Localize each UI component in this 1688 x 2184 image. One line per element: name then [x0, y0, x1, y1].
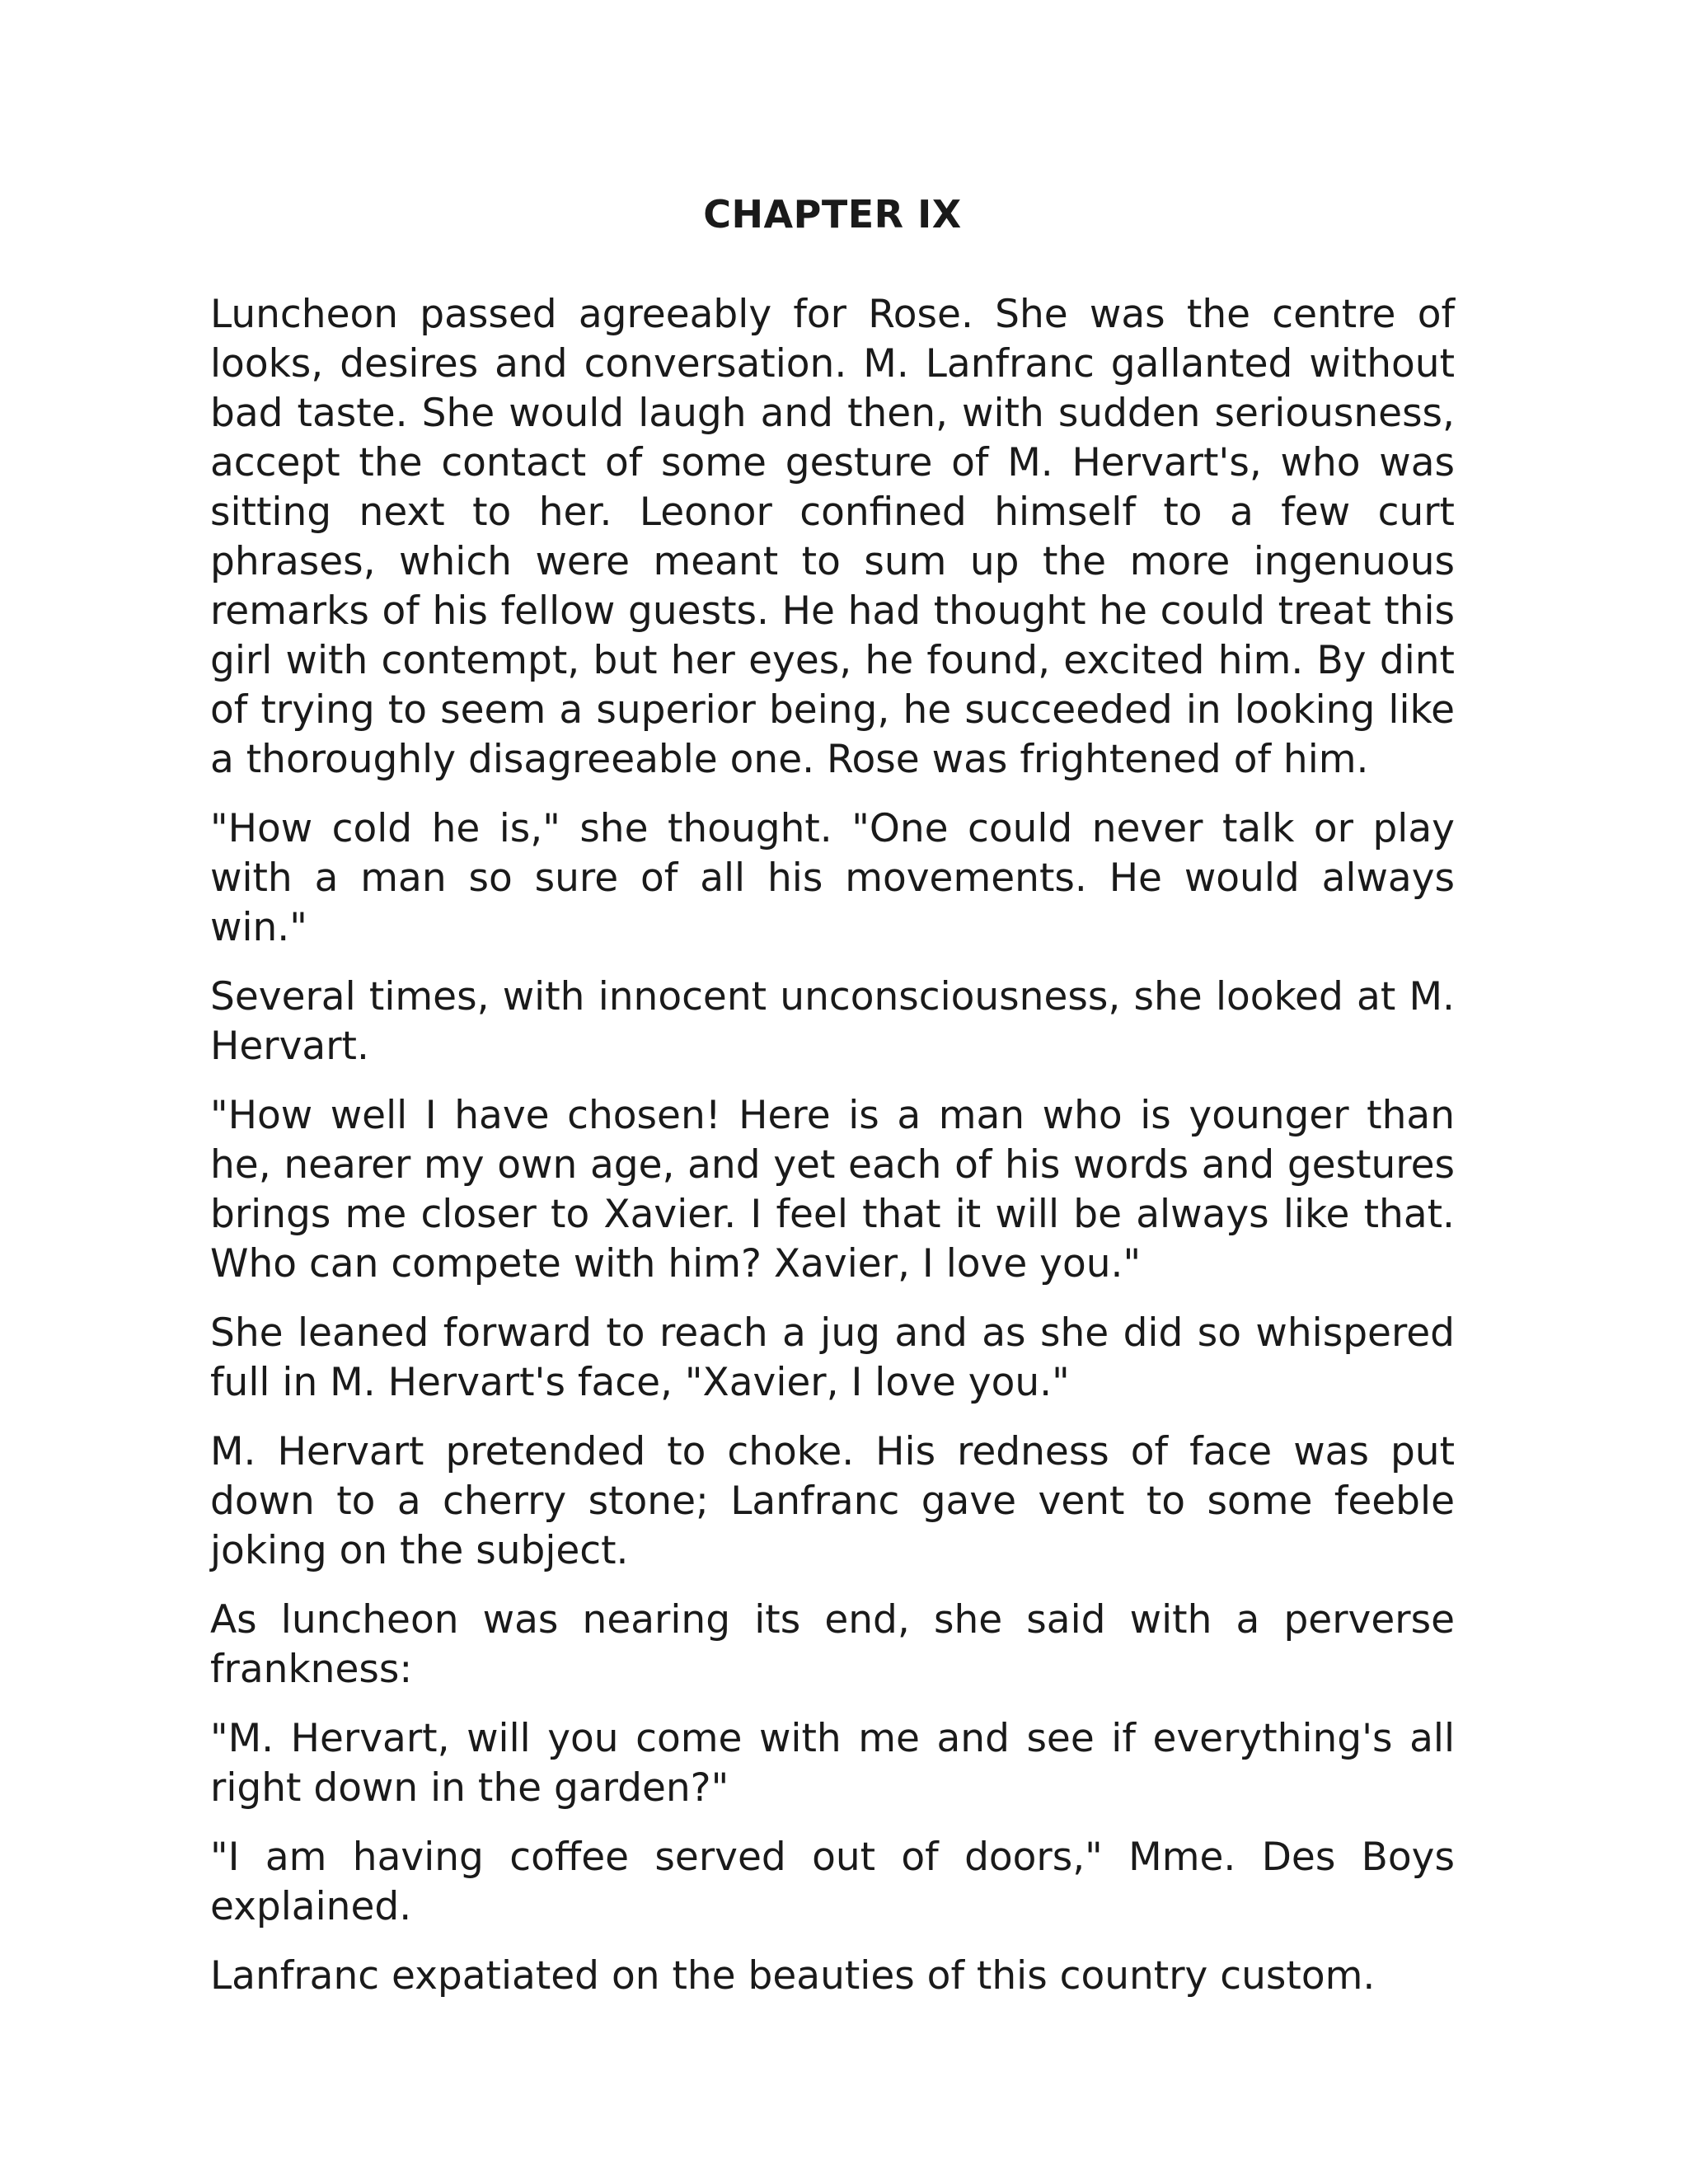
paragraph-9: "I am having coffee served out of doors," Mme. Des Boys explained.	[210, 1835, 1455, 1929]
paragraph-2: "How cold he is," she thought. "One could never talk or play with a man so sure of all his movements. He would always win."	[210, 806, 1455, 950]
paragraph-4: "How well I have chosen! Here is a man who is younger than he, nearer my own age, and yet each of his words and gestures brings me closer to Xavier. I feel that it will be always like that. Who can compete with him? Xavier, I love you."	[210, 1093, 1455, 1286]
paragraph-6: M. Hervart pretended to choke. His redness of face was put down to a cherry stone; Lanfranc gave vent to some feeble joking on the subject.	[210, 1429, 1455, 1573]
paragraph-7: As luncheon was nearing its end, she said with a perverse frankness:	[210, 1597, 1455, 1692]
document-page	[210, 190, 1455, 2021]
paragraph-10: Lanfranc expatiated on the beauties of this country custom.	[210, 1953, 1376, 1999]
paragraph-3: Several times, with innocent unconsciousness, she looked at M. Hervart.	[210, 974, 1455, 1069]
paragraph-8: "M. Hervart, will you come with me and see if everything's all right down in the garden?"	[210, 1716, 1455, 1811]
paragraph-1: Luncheon passed agreeably for Rose. She was the centre of looks, desires and conversation. M. Lanfranc gallanted without bad taste. She would laugh and then, with sudden seriousness, accept the contact of some gesture of M. Hervart's, who was sitting next to her. Leonor confined himself to a few curt phrases, which were meant to sum up the more ingenuous remarks of his fellow guests. He had thought he could treat this girl with contempt, but her eyes, he found, excited him. By dint of trying to seem a superior being, he succeeded in looking like a thoroughly disagreeable one. Rose was frightened of him.	[210, 292, 1455, 782]
paragraph-5: She leaned forward to reach a jug and as she did so whispered full in M. Hervart's face, "Xavier, I love you."	[210, 1310, 1455, 1405]
chapter-title: CHAPTER IX	[703, 192, 962, 237]
